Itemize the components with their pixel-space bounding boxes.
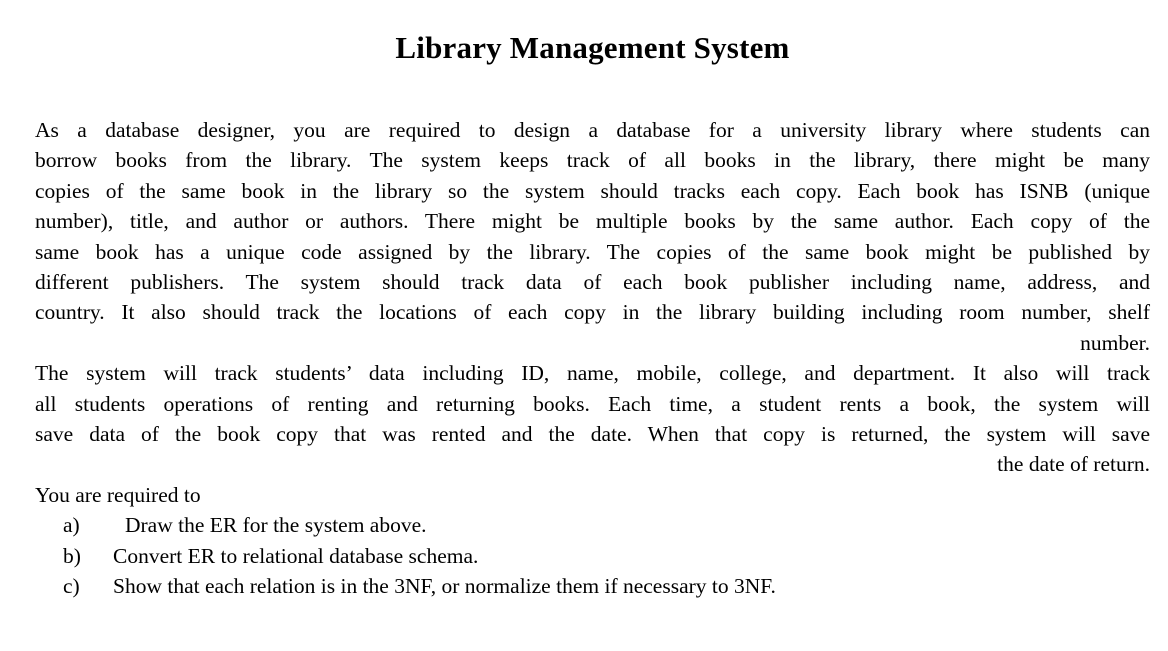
task-item-a-label: a)	[63, 513, 80, 538]
task-item-b-label: b)	[63, 543, 81, 568]
task-item-a	[35, 510, 1150, 540]
paragraph-1-line-5: same book has a unique code assigned by the library. The copies of the same book might be published by	[35, 239, 1150, 264]
paragraph-1-line-1: As a database designer, you are required to design a database for a university library where students can	[35, 118, 1150, 142]
task-section	[35, 480, 1150, 602]
paragraph-1-line-2: borrow books from the library. The system keeps track of all books in the library, there might be many	[35, 148, 1150, 173]
task-item-b	[35, 541, 1150, 571]
task-item-a-text: Draw the ER for the system above.	[125, 513, 427, 538]
task-item-b-text: Convert ER to relational database schema.	[113, 543, 479, 568]
task-intro: You are required to	[35, 482, 201, 507]
task-item-c-text: Show that each relation is in the 3NF, or normalize them if necessary to 3NF.	[113, 574, 776, 599]
paragraph-1-line-6: different publishers. The system should track data of each book publisher including name, address, and	[35, 270, 1150, 295]
paragraph-1-line-7: country. It also should track the locations of each copy in the library building including room number, shelf	[35, 300, 1150, 325]
paragraph-2	[35, 358, 1150, 480]
task-item-c	[35, 571, 1150, 601]
document-title: Library Management System	[395, 30, 790, 65]
paragraph-1-line-4: number), title, and author or authors. There might be multiple books by the same author. Each copy of the	[35, 209, 1150, 234]
paragraph-1-line-3: copies of the same book in the library so the system should tracks each copy. Each book has ISNB (unique	[35, 178, 1150, 203]
paragraph-1-line-8: number.	[1080, 330, 1150, 355]
paragraph-2-line-4: the date of return.	[997, 452, 1150, 477]
paragraph-2-line-2: all students operations of renting and returning books. Each time, a student rents a book, the system will	[35, 391, 1150, 416]
document-body	[35, 115, 1150, 602]
task-item-c-label: c)	[63, 574, 80, 599]
paragraph-1	[35, 115, 1150, 358]
paragraph-2-line-1: The system will track students’ data including ID, name, mobile, college, and department. It also will track	[35, 361, 1150, 386]
paragraph-2-line-3: save data of the book copy that was rented and the date. When that copy is returned, the system will save	[35, 422, 1150, 447]
